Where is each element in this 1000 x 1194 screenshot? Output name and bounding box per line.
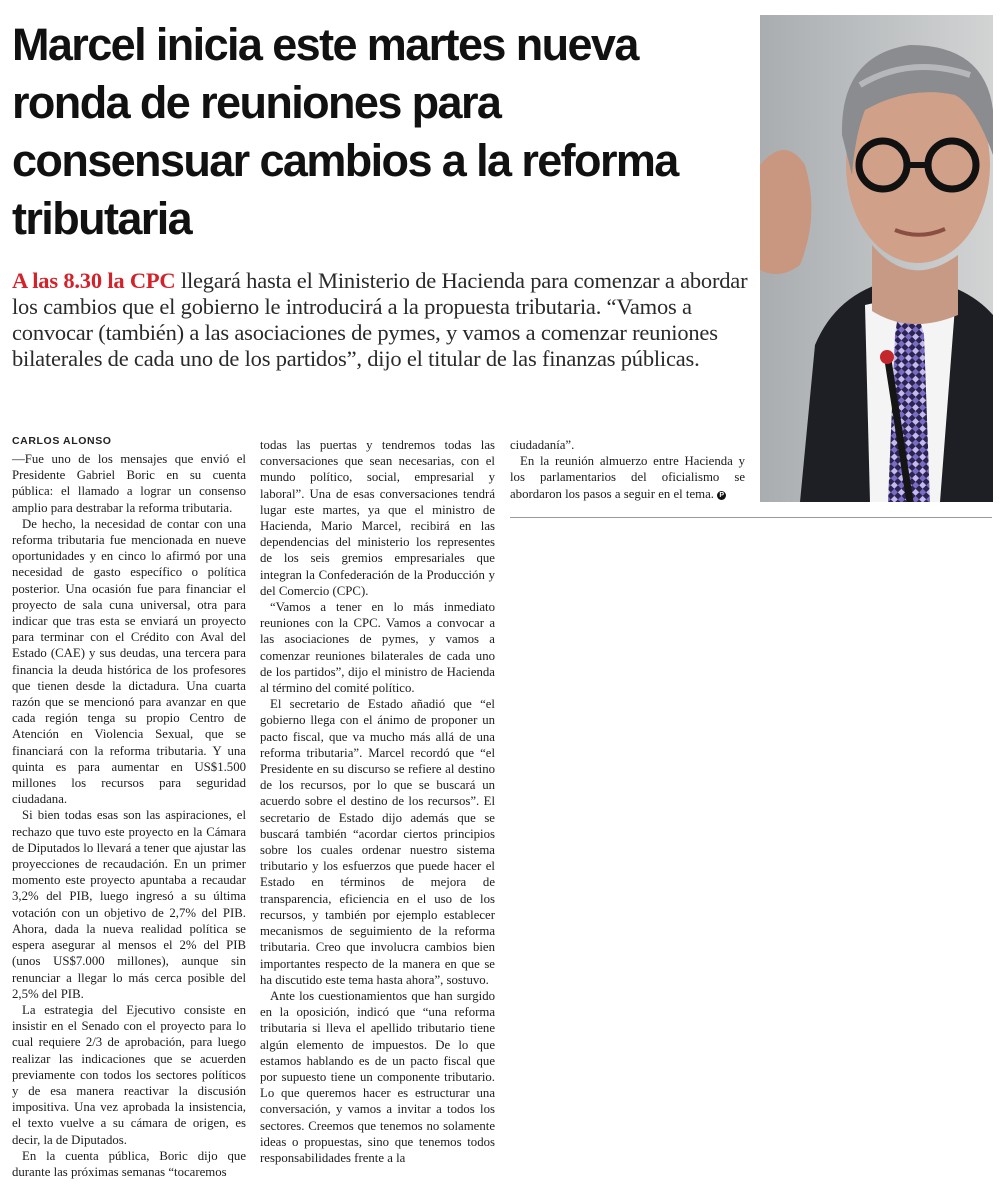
paragraph: Ante los cuestionamientos que han surgido en la oposición, indicó que “una reforma tributaria si lleva el apellido tributario tiene algún elemento de impuestos. De lo que estamos hablando es de un pacto fiscal que por supuesto tiene un componente tributario. Lo que queremos hacer es estructurar una conversación, y vamos a invitar a todos los sectores. Creemos que tenemos no solamente ideas o propuestas, sino que tenemos todos responsabilidades frente a la (260, 988, 495, 1165)
paragraph: todas las puertas y tendremos todas las conversaciones que sean necesarias, con el mundo político, social, empresarial y laboral”. Una de esas conversaciones tendrá lugar este martes, ya que el ministro de Hacienda, Mario Marcel, recibirá en las dependencias del ministerio los representes de los seis gremios empresariales que integran la Confederación de la Producción y del Comercio (CPC). (260, 438, 495, 598)
lead-text: llegará hasta el Ministerio de Hacienda para comenzar a abordar los cambios que el gobierno le introducirá a la propuesta tributaria. “Vamos a convocar (también) a las asociaciones de pymes, y vamos a comenzar reuniones bilaterales de cada uno de los partidos”, dijo el titular de las finanzas públicas. (12, 268, 748, 371)
divider-rule (510, 517, 992, 518)
lead-highlight: A las 8.30 la CPC (12, 268, 176, 293)
paragraph: —Fue uno de los mensajes que envió el Presidente Gabriel Boric en su cuenta pública: el llamado a lograr un consenso amplio para destrabar la reforma tributaria. (12, 452, 246, 515)
body-column-3 (510, 437, 745, 502)
portrait-photo (760, 15, 993, 502)
body-column-1 (12, 451, 246, 1180)
paragraph-final (510, 453, 745, 502)
end-of-article-icon: P (717, 491, 726, 500)
paragraph: “Vamos a tener en lo más inmediato reuniones con la CPC. Vamos a convocar a las asociaciones de pymes, y vamos a comenzar reuniones bilaterales de cada uno de los partidos”, dijo el ministro de Hacienda al término del comité político. (260, 600, 495, 696)
paragraph: En la cuenta pública, Boric dijo que durante las próximas semanas “tocaremos (12, 1148, 246, 1179)
paragraph-final-text: En la reunión almuerzo entre Hacienda y los parlamentarios del oficialismo se abordaron los pasos a seguir en el tema. (510, 454, 745, 501)
article-headline: Marcel inicia este martes nueva ronda de reuniones para consensuar cambios a la reforma tributaria (12, 19, 678, 244)
paragraph: La estrategia del Ejecutivo consiste en insistir en el Senado con el proyecto para lo cual requiere 2/3 de aprobación, para luego realizar las indicaciones que se acuerden previamente con todos los sectores políticos y de esa manera reactivar la discusión impositiva. Una vez aprobada la insistencia, el texto vuelve a su cámara de origen, es decir, la de Diputados. (12, 1002, 246, 1147)
article-lead (12, 268, 752, 372)
paragraph: El secretario de Estado añadió que “el gobierno llega con el ánimo de proponer un pacto fiscal, que va mucho más allá de una reforma tributaria”. Marcel recordó que “el Presidente en su discurso se refiere al destino de los recursos, por lo que se buscará un acuerdo sobre el destino de los recursos”. El secretario de Estado dijo además que se buscará también “acordar ciertos principios sobre los cuales ordenar nuestro sistema tributario y los esfuerzos que puede hacer el Estado en términos de mejora de transparencia, eficiencia en el uso de los recursos, y también por ejemplo establecer mecanismos de seguimiento de la reforma tributaria. Creo que involucra cambios bien importantes respecto de la manera en que se ha discutido este tema hasta ahora”, sostuvo. (260, 697, 495, 987)
paragraph: Si bien todas esas son las aspiraciones, el rechazo que tuvo este proyecto en la Cámara de Diputados lo llevará a tener que ajustar las proyecciones de recaudación. En un primer momento este proyecto apuntaba a recaudar 3,2% del PIB, luego ingresó a su última votación con un objetivo de 2,7% del PIB. Ahora, dada la nueva realidad política se espera asegurar al mensos el 2% del PIB (unos US$7.000 millones), aunque sin renunciar a llegar lo más cerca posible del 2,5% del PIB. (12, 808, 246, 1001)
body-column-2 (260, 437, 495, 1166)
byline: CARLOS ALONSO (12, 435, 112, 447)
paragraph: ciudadanía”. (510, 438, 575, 452)
paragraph: De hecho, la necesidad de contar con una reforma tributaria fue mencionada en nueve oportunidades y en cinco lo afirmó por una necesidad de gasto específico o política posterior. Una ocasión fue para financiar el proyecto de sala cuna universal, otra para indicar que tras esta se enviará un proyecto para terminar con el Crédito con Aval del Estado (CAE) y sus deudas, una tercera para financia la deuda histórica de los profesores que tienen desde la dictadura. Una cuarta razón que se mencionó para avanzar en que cada región tenga su propio Centro de Atención en Violencia Sexual, que se financiará con la reforma tributaria. Y una quinta es para aumentar en US$1.500 millones los recursos para seguridad ciudadana. (12, 516, 246, 807)
